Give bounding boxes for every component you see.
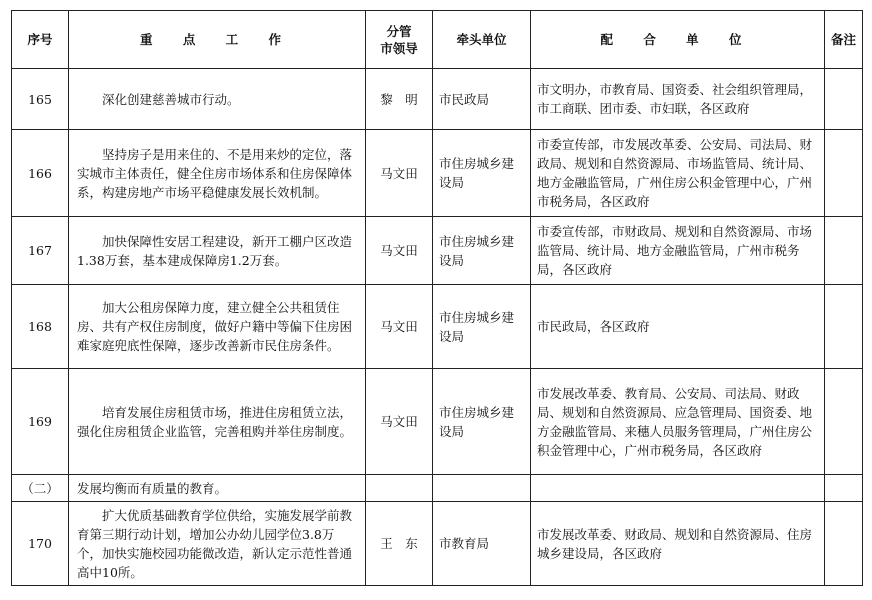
row-remark bbox=[825, 369, 863, 475]
row-coop-unit: 市委宣传部，市财政局、规划和自然资源局、市场监管局、统计局、地方金融监管局，广州市税务局，各区政府 bbox=[531, 217, 825, 285]
row-coop-unit: 市委宣传部，市发展改革委、公安局、司法局、财政局、规划和自然资源局、市场监管局、统计局、地方金融监管局，广州住房公积金管理中心，广州市税务局，各区政府 bbox=[531, 130, 825, 217]
row-remark bbox=[825, 69, 863, 130]
table-row bbox=[12, 369, 863, 475]
header-lead-unit: 牵头单位 bbox=[433, 11, 531, 69]
row-number: 166 bbox=[12, 130, 69, 217]
row-leader: 马文田 bbox=[366, 369, 433, 475]
row-number: 170 bbox=[12, 502, 69, 586]
header-leader: 分管 市领导 bbox=[366, 11, 433, 69]
row-lead-unit: 市民政局 bbox=[433, 69, 531, 130]
row-work: 扩大优质基础教育学位供给，实施发展学前教育第三期行动计划，增加公办幼儿园学位3.8万个，加快实施校园功能微改造，新认定示范性普通高中10所。 bbox=[69, 502, 366, 586]
row-coop-unit: 市民政局，各区政府 bbox=[531, 285, 825, 369]
row-lead-unit: 市住房城乡建设局 bbox=[433, 369, 531, 475]
row-coop-unit: 市文明办，市教育局、国资委、社会组织管理局，市工商联、团市委、市妇联，各区政府 bbox=[531, 69, 825, 130]
row-work: 深化创建慈善城市行动。 bbox=[69, 69, 366, 130]
row-leader: 王 东 bbox=[366, 502, 433, 586]
row-coop-unit: 市发展改革委、财政局、规划和自然资源局、住房城乡建设局，各区政府 bbox=[531, 502, 825, 586]
row-remark bbox=[825, 217, 863, 285]
row-lead-unit: 市住房城乡建设局 bbox=[433, 285, 531, 369]
section-empty-cell bbox=[825, 475, 863, 502]
row-number: 167 bbox=[12, 217, 69, 285]
table-row bbox=[12, 130, 863, 217]
row-leader: 马文田 bbox=[366, 285, 433, 369]
section-empty-cell bbox=[433, 475, 531, 502]
row-lead-unit: 市住房城乡建设局 bbox=[433, 130, 531, 217]
row-number: 169 bbox=[12, 369, 69, 475]
row-remark bbox=[825, 285, 863, 369]
table-row bbox=[12, 69, 863, 130]
row-leader: 马文田 bbox=[366, 130, 433, 217]
row-leader: 黎 明 bbox=[366, 69, 433, 130]
table-row bbox=[12, 217, 863, 285]
row-lead-unit: 市教育局 bbox=[433, 502, 531, 586]
row-lead-unit: 市住房城乡建设局 bbox=[433, 217, 531, 285]
row-number: 168 bbox=[12, 285, 69, 369]
row-leader: 马文田 bbox=[366, 217, 433, 285]
header-coop-unit: 配 合 单 位 bbox=[531, 11, 825, 69]
section-number: （二） bbox=[12, 475, 69, 502]
work-table bbox=[11, 10, 863, 586]
row-work: 培育发展住房租赁市场，推进住房租赁立法，强化住房租赁企业监管，完善租购并举住房制度。 bbox=[69, 369, 366, 475]
work-table-container bbox=[11, 10, 862, 586]
row-work: 坚持房子是用来住的、不是用来炒的定位，落实城市主体责任，健全住房市场体系和住房保障体系，构建房地产市场平稳健康发展长效机制。 bbox=[69, 130, 366, 217]
row-number: 165 bbox=[12, 69, 69, 130]
section-row bbox=[12, 475, 863, 502]
header-remark: 备注 bbox=[825, 11, 863, 69]
row-coop-unit: 市发展改革委、教育局、公安局、司法局、财政局、规划和自然资源局、应急管理局、国资委、地方金融监管局、来穗人员服务管理局，广州住房公积金管理中心，广州市税务局，各区政府 bbox=[531, 369, 825, 475]
header-seq: 序号 bbox=[12, 11, 69, 69]
table-row bbox=[12, 502, 863, 586]
row-remark bbox=[825, 130, 863, 217]
row-remark bbox=[825, 502, 863, 586]
section-title: 发展均衡而有质量的教育。 bbox=[69, 475, 366, 502]
header-row bbox=[12, 11, 863, 69]
table-row bbox=[12, 285, 863, 369]
header-work: 重 点 工 作 bbox=[69, 11, 366, 69]
row-work: 加快保障性安居工程建设，新开工棚户区改造1.38万套，基本建成保障房1.2万套。 bbox=[69, 217, 366, 285]
section-empty-cell bbox=[366, 475, 433, 502]
row-work: 加大公租房保障力度，建立健全公共租赁住房、共有产权住房制度，做好户籍中等偏下住房困难家庭兜底性保障，逐步改善新市民住房条件。 bbox=[69, 285, 366, 369]
section-empty-cell bbox=[531, 475, 825, 502]
